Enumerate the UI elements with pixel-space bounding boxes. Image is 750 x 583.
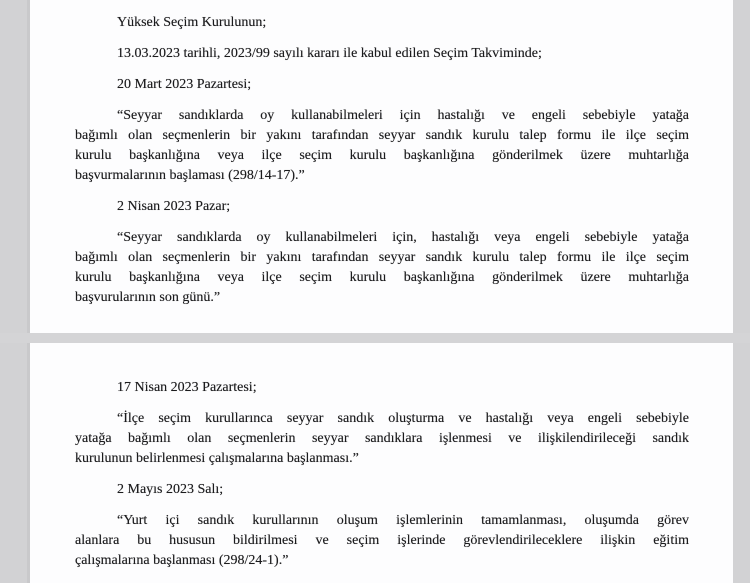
date-line: 2 Mayıs 2023 Salı;: [117, 482, 224, 497]
document-page-2: [27, 343, 733, 583]
paragraph: [75, 409, 689, 469]
date-line: Yüksek Seçim Kurulunun;: [117, 15, 267, 30]
paragraph-line: çalışmalarına başlanması (298/24-1).”: [75, 553, 289, 568]
date-line: 2 Nisan 2023 Pazar;: [117, 199, 231, 214]
paragraph-line: yatağa bağımlı olan seçmenlerin seyyar sandıklara işlenmesi ve ilişkilendirileceği sandık: [75, 431, 689, 446]
document-page-1: [27, 0, 733, 333]
page-gap-divider: [0, 333, 750, 343]
paragraph-line: başvurmalarının başlaması (298/14-17).”: [75, 168, 305, 183]
paragraph-line: alanlara bu hususun bildirilmesi ve seçim işlerinde görevlendirileceklere ilişkin eğitim: [75, 533, 689, 548]
date-line: 20 Mart 2023 Pazartesi;: [117, 77, 252, 92]
paragraph-line: “İlçe seçim kurullarınca seyyar sandık oluşturma ve hastalığı veya engeli sebebiyle: [117, 411, 689, 426]
paragraph-line: bağımlı olan seçmenlerin bir yakını tarafından seyyar sandık kurulu talep formu ile ilçe seçim: [75, 128, 689, 143]
paragraph: [75, 106, 689, 186]
date-line: 17 Nisan 2023 Pazartesi;: [117, 380, 257, 395]
decision-reference-line: 13.03.2023 tarihli, 2023/99 sayılı kararı ile kabul edilen Seçim Takviminde;: [117, 46, 542, 61]
paragraph: [75, 511, 689, 571]
paragraph-line: “Seyyar sandıklarda oy kullanabilmeleri için hastalığı ve engeli sebebiyle yatağa: [117, 108, 689, 123]
paragraph-line: kurulu başkanlığına veya ilçe seçim kurulu başkanlığına gönderilmek üzere muhtarlığa: [75, 270, 689, 285]
paragraph-line: “Seyyar sandıklarda oy kullanabilmeleri için, hastalığı veya engeli sebebiyle yatağa: [117, 230, 689, 245]
paragraph-line: başvurularının son günü.”: [75, 290, 221, 305]
paragraph-line: kurulu başkanlığına veya ilçe seçim kurulu başkanlığına gönderilmek üzere muhtarlığa: [75, 148, 689, 163]
paragraph-line: “Yurt içi sandık kurullarının oluşum işlemlerinin tamamlanması, oluşumda görev: [117, 513, 689, 528]
paragraph: [75, 228, 689, 308]
paragraph-line: kurulunun belirlenmesi çalışmalarına başlanması.”: [75, 451, 359, 466]
paragraph-line: bağımlı olan seçmenlerin bir yakını tarafından seyyar sandık kurulu talep formu ile ilçe seçim: [75, 250, 689, 265]
